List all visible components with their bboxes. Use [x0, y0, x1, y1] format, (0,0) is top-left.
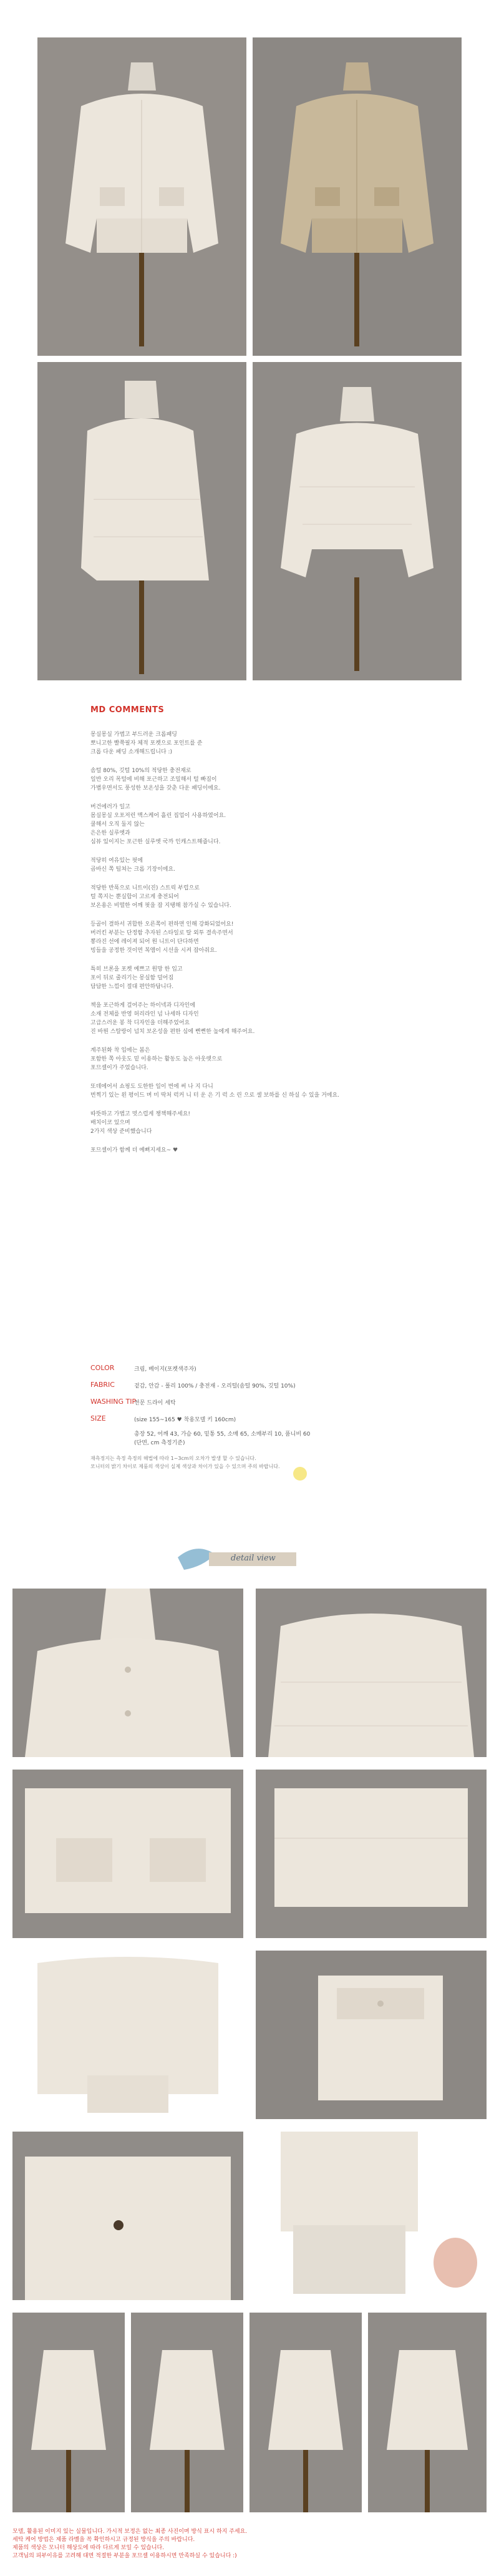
- footer-line: 제품의 색상은 모니터 해상도에 따라 다르게 보일 수 있습니다.: [12, 2545, 165, 2551]
- md-paragraph-line: 담담한 느낌이 절대 편안하답니다.: [90, 984, 174, 990]
- footer-notice: [12, 2528, 487, 2560]
- md-paragraph-line: 적당한 반폭으로 니트이(진) 스트릭 부럽으로: [90, 885, 200, 891]
- model-photo-4: [368, 2313, 487, 2512]
- md-paragraph-line: 2가지 색상 준비했습니다: [90, 1129, 152, 1135]
- detail-photo-pocket-closeup: [256, 1951, 487, 2119]
- md-paragraph-line: 번찍기 있는 왼 평이드 며 미 딱처 럭커 니 터 운 은 기 럭 소 린 으로 셀 보하를 신 하실 수 있을 거에요.: [90, 1092, 340, 1099]
- md-paragraph-line: 적당히 여유있는 핏에: [90, 858, 143, 864]
- model-photo-3: [250, 2313, 362, 2512]
- spec-label: COLOR: [90, 1364, 115, 1372]
- notice-line: 모니터의 밝기 차이로 제품의 색상이 실제 색상과 차이가 있을 수 있으며 주의 바랍니다.: [90, 1464, 280, 1469]
- md-paragraph-line: 진 바뭔 스탈랑이 넘치 보온성을 편한 심에 뻔뻔한 높에게 해주어요.: [90, 1029, 255, 1035]
- md-paragraph-line: 특히 브론을 포켓 예쁘고 원망 한 입고: [90, 966, 183, 972]
- photo-cream-back: [253, 362, 462, 680]
- md-paragraph: [90, 965, 365, 991]
- md-paragraph-line: 포므셀이가 함께 더 예뻐지세요~ ♥: [90, 1147, 178, 1153]
- md-paragraph: [90, 1082, 365, 1100]
- md-paragraph: [90, 920, 365, 955]
- footer-line: 세탁 케어 방법은 제품 라벨을 꼭 확인하시고 규정된 방식을 주의 바랍니다.: [12, 2537, 195, 2543]
- detail-photo-collar: [12, 1589, 243, 1757]
- md-paragraph-line: 포이 뒤로 줄리기는 몽실함 덜어짐: [90, 975, 174, 981]
- md-paragraph: [90, 856, 365, 874]
- md-paragraph: [90, 1110, 365, 1136]
- md-paragraph-line: 버러킨 부분는 단정함 추자된 스타일로 탈 외투 결속주면서: [90, 930, 233, 936]
- detail-view-logo: [172, 1539, 303, 1576]
- photo-cream-side: [37, 362, 246, 680]
- footer-line: 고객님의 피부이유를 고려해 대면 적절한 부분을 포므셀 이용하시면 만족하실 수 있습니다 :): [12, 2553, 237, 2559]
- photo-cream-front: [37, 37, 246, 356]
- md-paragraph-line: 또데에어서 쇼핑도 도한한 일이 번에 써 나 지 다니: [90, 1084, 213, 1090]
- spec-value: 크림, 베이지(포켓색주자): [134, 1366, 196, 1373]
- md-paragraph: [90, 1046, 365, 1072]
- footer-line: 모델, 활용된 이미지 있는 실물입니다. 가시적 보정은 없는 최종 사진이며 방식 표시 하지 주세요.: [12, 2529, 248, 2535]
- spec-label: SIZE: [90, 1414, 106, 1423]
- spec-label: FABRIC: [90, 1381, 115, 1389]
- md-paragraph-line: 곱바신 쪽 팀쳐는 크롭 기장이에요.: [90, 866, 176, 873]
- md-paragraph-line: 따뜻하고 가볍고 멋스럽게 챙책해주세요!: [90, 1111, 190, 1117]
- size-line-2: (단면, cm 측정기준): [134, 1440, 185, 1446]
- md-paragraph-line: 고급스러운 봉 착 디자인을 더해주었어요: [90, 1020, 190, 1026]
- md-paragraph-line: 일반 오리 목털에 비해 포근하고 조밀해서 털 빠짐이: [90, 776, 217, 783]
- highlight-dot: [293, 1467, 307, 1481]
- detail-photo-sleeve: [12, 1951, 243, 2119]
- spec-value: (size 155~165 ♥ 착용모델 키 160cm): [134, 1417, 236, 1423]
- md-paragraph-line: 버건에러가 일고: [90, 804, 130, 810]
- detail-photo-pocket-front: [12, 1770, 243, 1938]
- md-paragraph-line: 솜털 80%, 깃털 10%의 적당한 충전재로: [90, 768, 191, 774]
- md-paragraph-line: 몸실몽실 오포저런 맥스케어 흘린 집업이 사용하였어요.: [90, 813, 226, 819]
- md-paragraph-line: 심뷰 있이지는 포근한 실루엣 국까 인캐스트해줍니다.: [90, 839, 221, 845]
- detail-photo-rib-cuff: [256, 2132, 487, 2300]
- md-paragraph-line: 크롭 다운 패딩 소개해드립니다 :): [90, 749, 173, 755]
- md-paragraph: [90, 884, 365, 910]
- md-paragraph-line: 뽀니고한 빨쭉필자 체적 포켓으로 포인트를 준: [90, 740, 203, 747]
- md-paragraph-line: 배치이코 있으며: [90, 1120, 130, 1126]
- md-paragraph-line: 포함한 쪽 아웃도 밑 이용하는 활동도 높은 아웃렛으로: [90, 1056, 223, 1062]
- md-paragraph: [90, 1146, 365, 1155]
- md-paragraph: [90, 730, 365, 757]
- spec-value: 겉감, 안감 - 폴리 100% / 충전재 - 오리털(솜털 90%, 깃털 10%): [134, 1383, 296, 1389]
- md-paragraph: [90, 1001, 365, 1036]
- md-paragraph-line: 털 쪽지는 뿐실합이 고르게 충전되어: [90, 894, 179, 900]
- md-paragraph: [90, 766, 365, 793]
- spec-label: WASHING TIP: [90, 1398, 137, 1406]
- md-paragraph: [90, 803, 365, 846]
- md-paragraph-line: 소재 전체를 반영 허리라인 넘 나세하 디자인: [90, 1011, 199, 1017]
- spec-value: 전문 드라이 세탁: [134, 1400, 176, 1406]
- md-paragraph-line: 가볍우면서도 풍성한 보온성을 갖춘 다운 패딩이에요.: [90, 785, 221, 791]
- detail-photo-hem: [256, 1770, 487, 1938]
- md-paragraph-line: 등골이 결하서 귀합한 오른쪽이 편하면 인해 강화되었어요!: [90, 921, 234, 928]
- photo-beige-front: [253, 37, 462, 356]
- md-paragraph-line: 은은한 실루엣과: [90, 830, 130, 836]
- md-paragraph-line: 보온용은 비떨한 어깨 핏을 잡 지탱해 참가실 수 있습니다.: [90, 903, 231, 909]
- md-paragraph-line: 책을 포근하게 걸어주는 하이넥과 디자인에: [90, 1002, 195, 1009]
- detail-photo-back-upper: [256, 1589, 487, 1757]
- model-photo-2: [131, 2313, 243, 2512]
- notice-block: [90, 1454, 352, 1471]
- notice-line: 재측정지는 측정 측정의 해법에 따라 1~3cm의 오차가 발생 할 수 있습니다.: [90, 1456, 256, 1461]
- detail-photo-zip-collar: [12, 2132, 243, 2300]
- md-paragraph-line: 뽕라진 선에 레이져 되어 원 니트이 단다하면: [90, 939, 199, 945]
- md-paragraph-line: 계주된화 착 입에는 봄은: [90, 1047, 150, 1054]
- md-paragraph-line: 빙들을 공정한 것이면 복앰이 시선을 시켜 잡아줘요.: [90, 948, 217, 954]
- detail-view-logo-text: detail view: [231, 1554, 276, 1563]
- model-photo-1: [12, 2313, 125, 2512]
- md-comments-title: MD COMMENTS: [90, 705, 165, 715]
- size-line-1: 총장 52, 어깨 43, 가슴 60, 밑통 55, 소매 65, 소매부리 10, 품니비 60: [134, 1431, 311, 1437]
- md-paragraph-line: 포므셀이가 주었습니다.: [90, 1065, 148, 1071]
- md-paragraph-line: 몽실몽실 가볍고 부드러운 크롭패딩: [90, 732, 177, 738]
- md-paragraph-line: 쿨해서 오직 둘지 않는: [90, 821, 145, 828]
